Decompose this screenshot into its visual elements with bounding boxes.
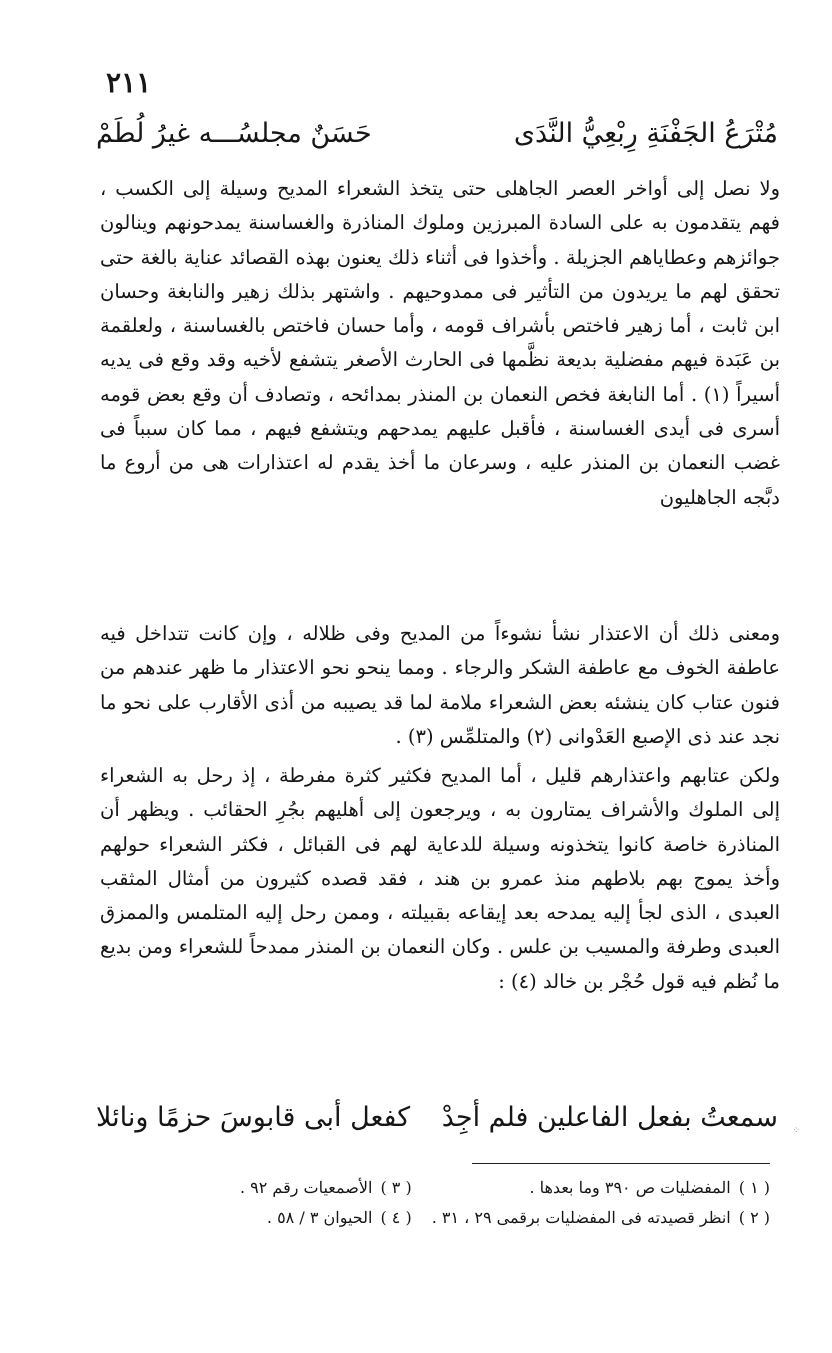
footnote-marker: ( ٤ ): [380, 1208, 412, 1227]
footnote-marker: ( ٢ ): [738, 1208, 770, 1227]
footnote-text: انظر قصيدته فى المفضليات برقمى ٢٩ ، ٣١ .: [431, 1208, 731, 1227]
paragraph-1-text: ولا نصل إلى أواخر العصر الجاهلى حتى يتخذ الشعراء المديح وسيلة إلى الكسب ، فهم يتقدمون به على السادة المبرزين وملوك المناذرة والغساسنة يمدحونهم وينالون جوائزهم وعطاياهم الجزيلة . وأخذوا فى أثناء ذلك يعنون بهذه القصائد عناية بالغة حتى تحقق لهم ما يريدون من التأثير فى ممدوحيهم . واشتهر بذلك زهير والنابغة وحسان ابن ثابت ، أما زهير فاختص بأشراف قومه ، وأما حسان فاختص بالغساسنة ، ولعلقمة بن عَبَدة فيهم مفضلية بديعة نظَّمها فى الحارث الأصغر يتشفع لأخيه وقد وقع فى يديه أسيراً (١) . أما النابغة فخص النعمان بن المنذر بمدائحه ، وتصادف أن وقع بعض قومه أسرى فى أيدى الغساسنة ، فأقبل عليهم يمدحهم ويتشفع فيهم ، مما كان سبباً فى غضب النعمان بن المنذر عليه ، وسرعان ما أخذ يقدم له اعتذارات هى من أروع ما دبَّجه الجاهليون: [100, 177, 780, 509]
footnote-text: المفضليات ص ٣٩٠ وما بعدها .: [529, 1178, 731, 1197]
page-speck-mark: ⁘: [792, 1126, 800, 1136]
verse-top-first-hemistich: مُتْرَعُ الجَفْنَةِ رِبْعِيُّ النَّدَى: [513, 118, 778, 149]
paragraph-1: [100, 172, 780, 515]
verse-couplet-top: [96, 118, 778, 149]
verse-bottom-second-hemistich: كفعل أبى قابوسَ حزمًا ونائلا: [96, 1102, 411, 1133]
paragraph-2: [100, 617, 780, 754]
footnote-divider: [472, 1163, 770, 1164]
paragraph-3-text: ولكن عتابهم واعتذارهم قليل ، أما المديح فكثير كثرة مفرطة ، إذ رحل به الشعراء إلى الملوك والأشراف يمتارون به ، ويرجعون إلى أهليهم بجُرِ الحقائب . ويظهر أن المناذرة خاصة كانوا يتخذونه وسيلة للدعاية لهم فى القبائل ، فكثر الشعراء حولهم وأخذ يموج بهم بلاطهم منذ عمرو بن هند ، فقد قصده كثيرون من أمثال المثقب العبدى ، الذى لجأ إليه يمدحه بعد إيقاعه بقبيلته ، وممن رحل إليه المتلمس والممزق العبدى وطرفة والمسيب بن علس . وكان النعمان بن المنذر ممدحاً للشعراء ومن بديع ما نُظم فيه قول حُجْر بن خالد (٤) :: [100, 764, 780, 993]
footnote-3: [195, 1176, 412, 1200]
footnote-text: الأصمعيات رقم ٩٢ .: [239, 1178, 373, 1197]
paragraph-3: [100, 759, 780, 999]
page-number: ٢١١: [106, 66, 152, 99]
footnote-marker: ( ٣ ): [380, 1178, 412, 1197]
footnote-4: [195, 1206, 412, 1230]
paragraph-2-text: ومعنى ذلك أن الاعتذار نشأ نشوءاً من المديح وفى ظلاله ، وإن كانت تتداخل فيه عاطفة الخوف مع عاطفة الشكر والرجاء . ومما ينحو نحو الاعتذار ما ظهر عندهم من فنون عتاب كان ينشئه بعض الشعراء ملامة لما قد يصيبه من أذى الأقارب على نحو ما نجد عند ذى الإصبع العَدْوانى (٢) والمتلمِّس (٣) .: [100, 622, 780, 748]
footnotes: [195, 1176, 770, 1230]
verse-couplet-bottom: [96, 1102, 778, 1133]
verse-top-second-hemistich: حَسَنٌ مجلسُـــه غيرُ لُطَمْ: [96, 118, 372, 149]
footnote-text: الحيوان ٣ / ٥٨ .: [266, 1208, 373, 1227]
footnote-1: [432, 1176, 770, 1200]
footnote-marker: ( ١ ): [738, 1178, 770, 1197]
verse-bottom-first-hemistich: سمعتُ بفعل الفاعلين فلم أجِدْ: [441, 1102, 778, 1133]
footnote-2: [432, 1206, 770, 1230]
